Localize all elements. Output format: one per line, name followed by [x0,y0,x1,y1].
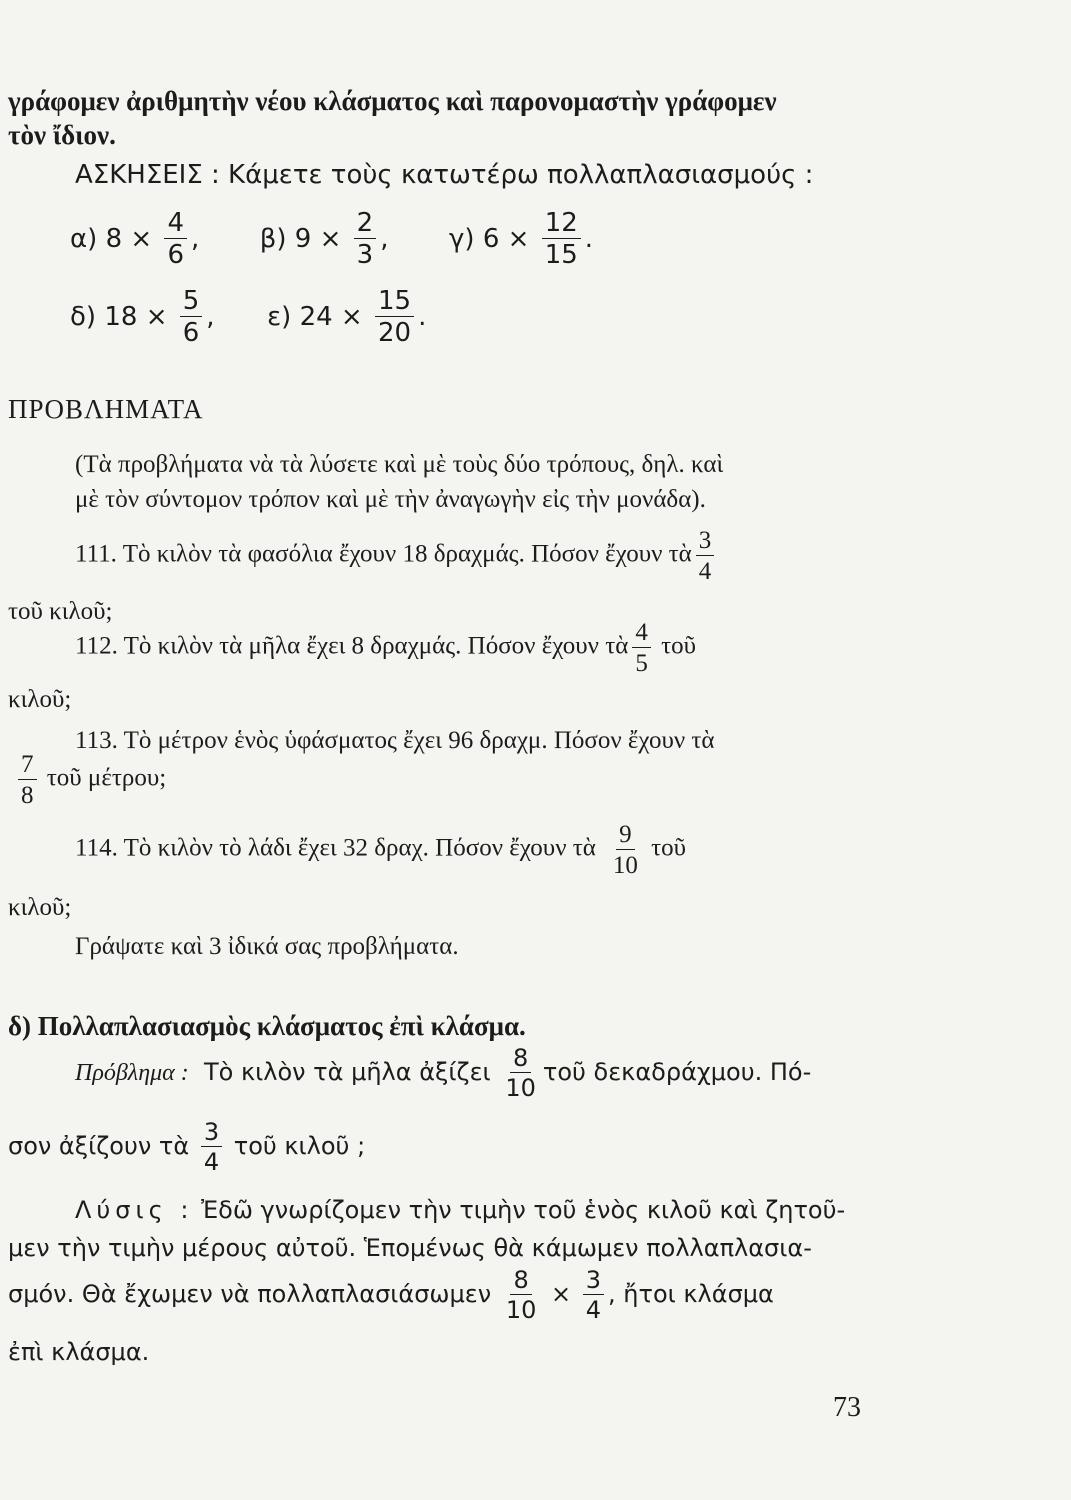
problem-112: 112. Τὸ κιλὸν τὰ μῆλα ἔχει 8 δραχμάς. Πόσον ἔχουν τὰ $\frac{4}{5}$ τοῦ [75,619,697,677]
solution-line-3: σμόν. Θὰ ἔχωμεν νὰ πολλαπλασιάσωμεν $\frac{8}{10}$ × $\frac{3}{4}$ , ἤτοι κλάσμα [8,1266,774,1324]
exercise-item: β) 9 × $\frac{2}{3}$ , [259,208,389,270]
exercises-heading: ΑΣΚΗΣΕΙΣ : Κάμετε τοὺς κατωτέρω πολλαπλασιασμούς : [75,160,814,190]
own-problems-line: Γράψατε καὶ 3 ἰδικά σας προβλήματα. [75,933,459,960]
problems-note-line-2: μὲ τὸν σύντομον τρόπον καὶ μὲ τὴν ἀναγωγὴν εἰς τὴν μονάδα). [75,486,706,513]
exercise-item: α) 8 × $\frac{4}{6}$ , [70,208,200,270]
problem-114: 114. Τὸ κιλὸν τὸ λάδι ἔχει 32 δραχ. Πόσον ἔχουν τὰ $\frac{9}{10}$ τοῦ [75,821,687,879]
exercise-row-1 [70,210,593,268]
solution-line-1: Λύσις : Ἐδῶ γνωρίζομεν τὴν τιμὴν τοῦ ἑνὸς κιλοῦ καὶ ζητοῦ- [75,1196,846,1224]
exercise-row-2 [70,288,426,346]
problem-113-cont: $\frac{7}{8}$ τοῦ μέτρου; [8,752,166,808]
problem-statement-line-1: Πρόβλημα : Τὸ κιλὸν τὰ μῆλα ἀξίζει $\frac{8}{10}$ τοῦ δεκαδράχμου. Πό- [75,1044,812,1102]
exercise-item: ε) 24 × $\frac{15}{20}$ . [267,286,427,348]
problem-111-cont: τοῦ κιλοῦ; [8,598,113,625]
section-d-heading: δ) Πολλαπλασιασμὸς κλάσματος ἐπὶ κλάσμα. [8,1011,526,1041]
page-number: 73 [833,1392,861,1423]
problem-112-cont: κιλοῦ; [8,686,72,713]
solution-line-4: ἐπὶ κλάσμα. [8,1338,150,1366]
problems-heading: ΠΡΟΒΛΗΜΑΤΑ [8,394,204,424]
intro-line-1: γράφομεν ἀριθμητὴν νέου κλάσματος καὶ παρονομαστὴν γράφομεν [8,86,777,116]
solution-line-2: μεν τὴν τιμὴν μέρους αὐτοῦ. Ἑπομένως θὰ κάμωμεν πολλαπλασια- [8,1234,812,1262]
exercise-item: δ) 18 × $\frac{5}{6}$ , [70,286,215,348]
intro-line-2: τὸν ἴδιον. [8,120,116,150]
problem-114-cont: κιλοῦ; [8,894,72,921]
exercise-item: γ) 6 × $\frac{12}{15}$ . [449,208,594,270]
problem-statement-line-2: σον ἀξίζουν τὰ $\frac{3}{4}$ τοῦ κιλοῦ ; [8,1118,366,1176]
problem-113: 113. Τὸ μέτρον ἑνὸς ὑφάσματος ἔχει 96 δραχμ. Πόσον ἔχουν τὰ [75,727,715,754]
problems-note-line-1: (Τὰ προβλήματα νὰ τὰ λύσετε καὶ μὲ τοὺς δύο τρόπους, δηλ. καὶ [75,451,724,478]
problem-111: 111. Τὸ κιλὸν τὰ φασόλια ἔχουν 18 δραχμάς. Πόσον ἔχουν τὰ $\frac{3}{4}$ [75,528,718,584]
